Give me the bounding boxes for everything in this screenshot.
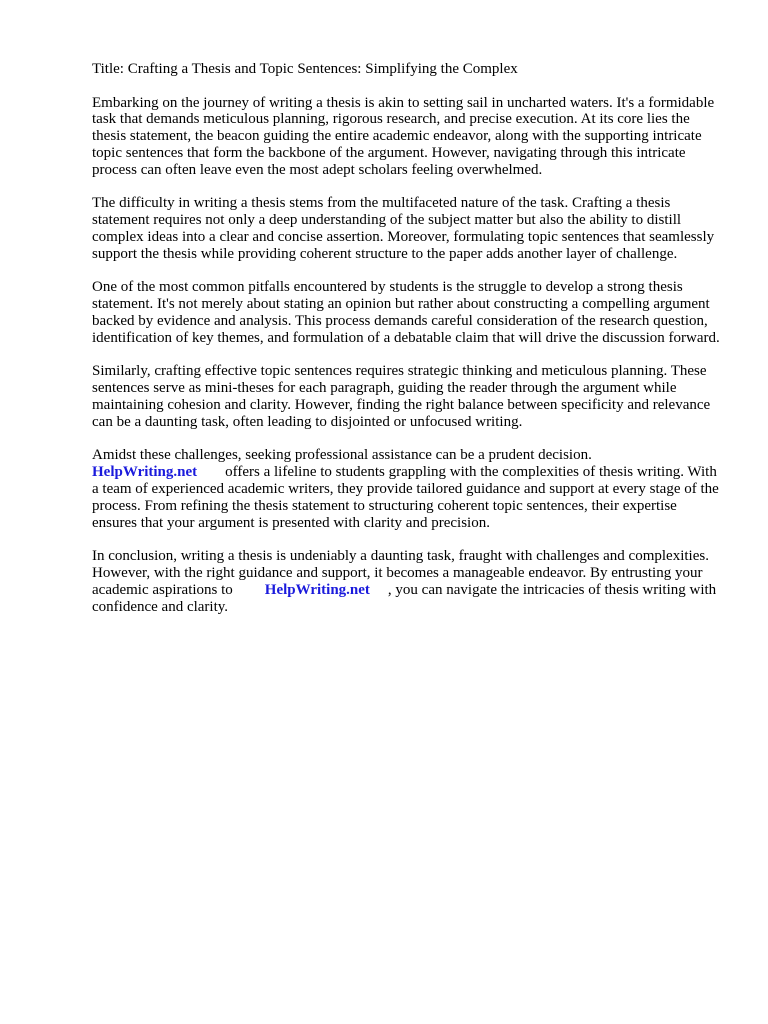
paragraph-topic-sentences: Similarly, crafting effective topic sentences requires strategic thinking and meticulous planning. These sentences serve as mini-theses for each paragraph, guiding the reader through the argument while maintaining cohesion and clarity. However, finding the right balance between specificity and relevance can be a daunting task, often leading to disjointed or unfocused writing. [92,363,711,430]
paragraph-intro: Embarking on the journey of writing a thesis is akin to setting sail in uncharted waters. It's a formidable task that demands meticulous planning, rigorous research, and precise execution. At its core lies the thesis statement, the beacon guiding the entire academic endeavor, along with the supporting intricate topic sentences that form the backbone of the argument. However, navigating through this intricate process can often leave even the most adept scholars feeling overwhelmed. [92,94,715,178]
document-page [92,61,722,632]
helpwriting-link-conclusion[interactable]: HelpWriting.net [264,581,370,598]
assistance-intro-text: Amidst these challenges, seeking professional assistance can be a prudent decision. [92,447,592,464]
conclusion-after-text: , you can navigate the intricacies of thesis writing with confidence and clarity. [92,581,717,615]
conclusion-before-text: In conclusion, writing a thesis is undeniably a daunting task, fraught with challenges and complexities. However, with the right guidance and support, it becomes a manageable endeavor. By entrusting your academic aspirations to [92,548,709,598]
paragraph-conclusion [92,548,722,615]
paragraph-assistance [92,447,722,531]
assistance-rest-text: offers a lifeline to students grappling with the complexities of thesis writing. With a team of experienced academic writers, they provide tailored guidance and support at every stage of the process. From refining the thesis statement to structuring coherent topic sentences, their expertise ensures that your argument is presented with clarity and precision. [92,464,719,531]
paragraph-pitfalls: One of the most common pitfalls encountered by students is the struggle to develop a strong thesis statement. It's not merely about stating an opinion but rather about constructing a compelling argument backed by evidence and analysis. This process demands careful consideration of the research question, identification of key themes, and formulation of a debatable claim that will drive the discussion forward. [92,279,720,346]
paragraph-difficulty: The difficulty in writing a thesis stems from the multifaceted nature of the task. Crafting a thesis statement requires not only a deep understanding of the subject matter but also the ability to distill complex ideas into a clear and concise assertion. Moreover, formulating topic sentences that seamlessly support the thesis while providing coherent structure to the paper adds another layer of challenge. [92,195,715,262]
document-title: Title: Crafting a Thesis and Topic Sentences: Simplifying the Complex [92,61,518,77]
helpwriting-link[interactable]: HelpWriting.net [92,464,198,481]
